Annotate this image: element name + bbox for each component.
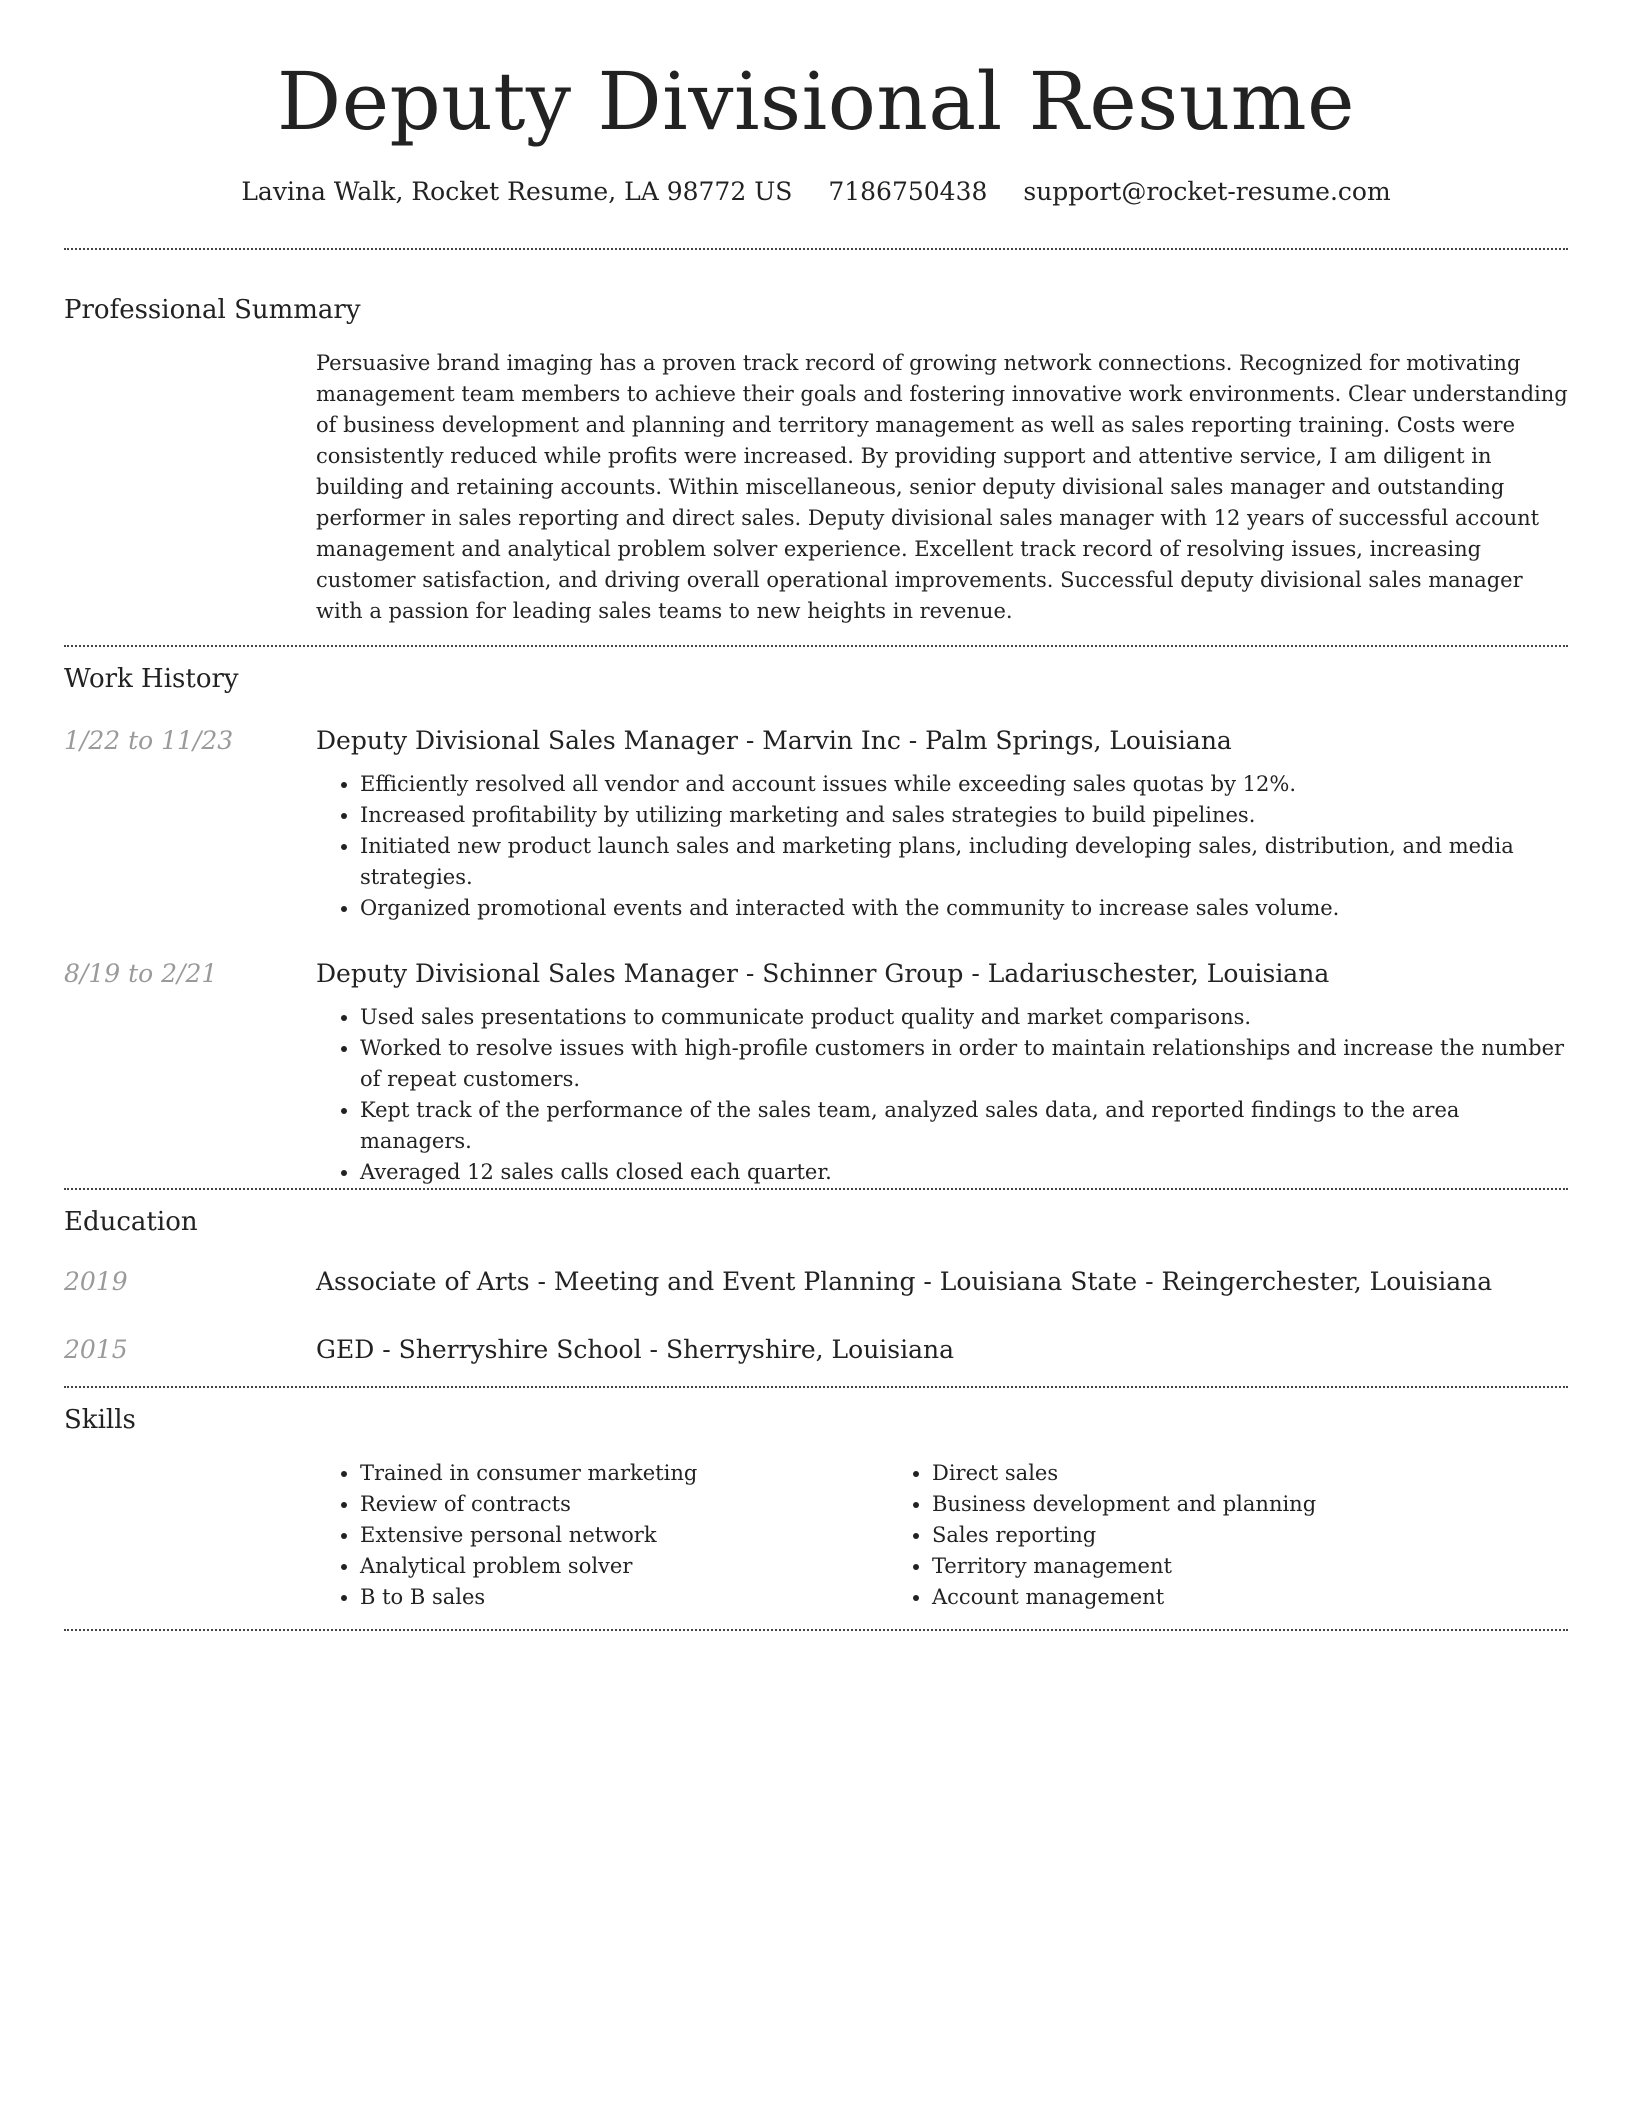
contact-phone: 7186750438 <box>828 177 988 206</box>
skill-item: • Analytical problem solver <box>360 1551 888 1582</box>
skill-item: • Sales reporting <box>932 1520 1316 1551</box>
skill-item: • Direct sales <box>932 1458 1316 1489</box>
job-bullets <box>316 1002 1568 1188</box>
education-year: 2015 <box>64 1335 128 1364</box>
job-title: Deputy Divisional Sales Manager - Marvin Inc - Palm Springs, Louisiana <box>316 726 1232 755</box>
job-bullet: • Increased profitability by utilizing marketing and sales strategies to build pipelines. <box>360 800 1568 831</box>
education-detail: Associate of Arts - Meeting and Event Planning - Louisiana State - Reingerchester, Louisiana <box>316 1267 1493 1296</box>
skill-item: • Territory management <box>932 1551 1316 1582</box>
contact-address: Lavina Walk, Rocket Resume, LA 98772 US <box>241 177 793 206</box>
job-dates: 1/22 to 11/23 <box>64 726 234 755</box>
work-history-heading: Work History <box>64 664 239 694</box>
job-bullet: • Initiated new product launch sales and marketing plans, including developing sales, distribution, and media strategies. <box>360 831 1568 893</box>
job-entry <box>64 956 1568 1188</box>
job-dates: 8/19 to 2/21 <box>64 959 218 988</box>
job-entry <box>64 723 1568 924</box>
skills-divider <box>64 1629 1568 1631</box>
education-entry <box>64 1264 1568 1300</box>
skill-item: • Review of contracts <box>360 1489 888 1520</box>
education-detail: GED - Sherryshire School - Sherryshire, Louisiana <box>316 1335 955 1364</box>
education-divider <box>64 1386 1568 1388</box>
job-bullet: • Efficiently resolved all vendor and account issues while exceeding sales quotas by 12%. <box>360 769 1568 800</box>
skills-columns <box>316 1458 1568 1613</box>
contact-line <box>64 174 1568 210</box>
skill-item: • Trained in consumer marketing <box>360 1458 888 1489</box>
summary-divider <box>64 645 1568 647</box>
skill-item: • Business development and planning <box>932 1489 1316 1520</box>
education-entry <box>64 1332 1568 1368</box>
summary-text: Persuasive brand imaging has a proven track record of growing network connections. Recognized for motivating management team members to achieve their goals and fostering innovative work environments. Clear understanding of business development and planning and territory management as well as sales reporting training. Costs were consistently reduced while profits were increased. By providing support and attentive service, I am diligent in building and retaining accounts. Within miscellaneous, senior deputy divisional sales manager and outstanding performer in sales reporting and direct sales. Deputy divisional sales manager with 12 years of successful account management and analytical problem solver experience. Excellent track record of resolving issues, increasing customer satisfaction, and driving overall operational improvements. Successful deputy divisional sales manager with a passion for leading sales teams to new heights in revenue. <box>316 351 1568 623</box>
skill-item: • Extensive personal network <box>360 1520 888 1551</box>
skills-heading: Skills <box>64 1405 136 1435</box>
job-bullet: • Worked to resolve issues with high-profile customers in order to maintain relationships and increase the number of repeat customers. <box>360 1033 1568 1095</box>
contact-email: support@rocket-resume.com <box>1023 177 1391 206</box>
education-year: 2019 <box>64 1267 128 1296</box>
header-divider <box>64 248 1568 250</box>
job-bullet: • Averaged 12 sales calls closed each quarter. <box>360 1157 1568 1188</box>
job-bullet: • Used sales presentations to communicate product quality and market comparisons. <box>360 1002 1568 1033</box>
skill-item: • Account management <box>932 1582 1316 1613</box>
education-heading: Education <box>64 1207 198 1237</box>
job-title: Deputy Divisional Sales Manager - Schinner Group - Ladariuschester, Louisiana <box>316 959 1330 988</box>
skill-item: • B to B sales <box>360 1582 888 1613</box>
job-bullet: • Kept track of the performance of the sales team, analyzed sales data, and reported findings to the area managers. <box>360 1095 1568 1157</box>
resume-title: Deputy Divisional Resume <box>277 55 1355 148</box>
skills-list-left <box>316 1458 888 1613</box>
skills-list-right <box>888 1458 1316 1613</box>
job-bullets <box>316 769 1568 924</box>
job-bullet: • Organized promotional events and interacted with the community to increase sales volume. <box>360 893 1568 924</box>
work-divider <box>64 1188 1568 1190</box>
summary-heading: Professional Summary <box>64 295 361 325</box>
